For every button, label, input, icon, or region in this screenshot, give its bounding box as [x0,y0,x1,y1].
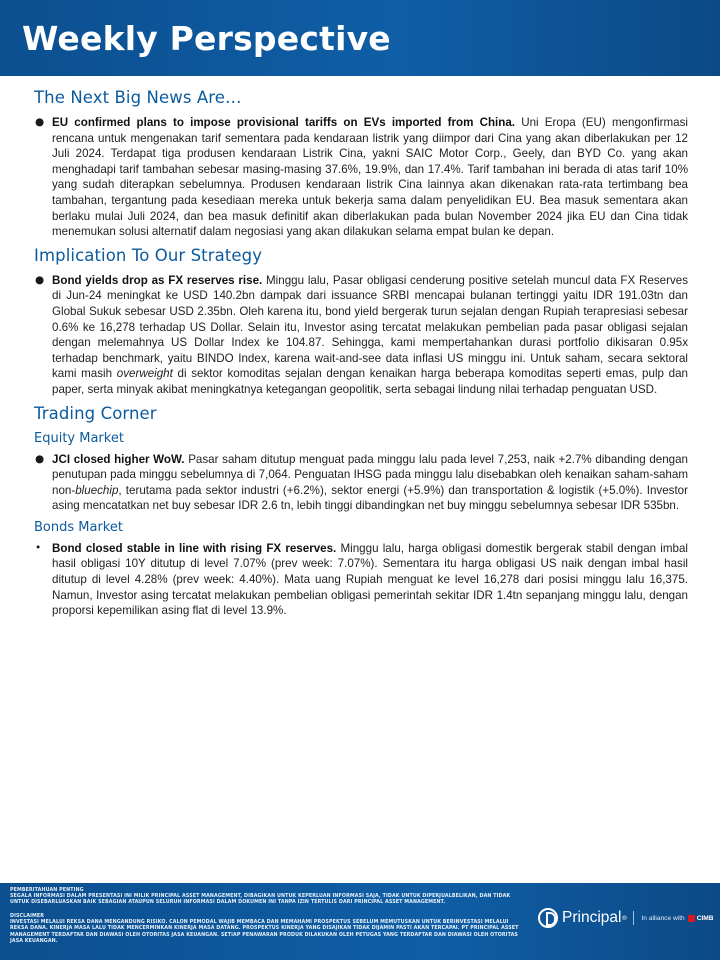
bullet-icon: ● [35,452,45,465]
partner-name: CIMB [696,914,714,922]
bullet-icon: ● [35,273,45,286]
list-item [34,452,688,514]
subsection-heading-bonds: Bonds Market [34,519,123,535]
cimb-logo-icon [688,915,695,922]
paragraph [52,115,688,240]
bullet-lead: Bond yields drop as FX reserves rise. [52,273,263,287]
bullet-icon: • [35,541,42,554]
paragraph [52,273,688,398]
bullet-body: Pasar saham ditutup menguat pada minggu lalu pada level 7,253, naik +2.7% dibanding dengan penutupan pada minggu sebelumnya di 7,064. Penguatan IHSG pada minggu lalu disebabkan oleh kenaikan saham-saham non- [52,452,689,497]
alliance-text: In alliance with [641,914,685,922]
bullet-body: di sektor komoditas sejalan dengan kenaikan harga beberapa komoditas seperti emas, pulp dan paper, serta minyak akibat meningkatnya ketegangan geopolitik, serta sebagai lindung nilai terhadap penguatan USD. [52,367,688,396]
brand-name: Principal [562,909,622,926]
bullet-emphasis: overweight [116,367,173,381]
page-title: Weekly Perspective [22,19,391,58]
document-body [34,88,688,625]
bullet-body: Minggu lalu, Pasar obligasi cenderung positive setelah muncul data FX Reserves di Jun-24 meningkat ke USD 140.2bn dampak dari issuance SRBI mencapai bulanan tertinggi yaitu IDR 191.03tn dan Global Sukuk sebesar USD 2.35bn. Oleh karena itu, bond yield bergerak turun sejalan dengan Rupiah terapresiasi sebesar 0.6% ke 16,278 terhadap US Dollar. Selain itu, Investor asing tercatat melakukan pembelian pada pasar obligasi sejalan dengan melemahnya US Dollar Index ke 104.87. Sehingga, kami mempertahankan durasi portfolio dikisaran 0.95x terhadap benchmark, yaitu BINDO Index, karena wait-and-see data inflasi US minggu ini. Untuk saham, secara sektoral kami masih [52,273,688,381]
header-banner [0,0,720,76]
notice-text: SEGALA INFORMASI DALAM PRESENTASI INI MILIK PRINCIPAL ASSET MANAGEMENT, DIBAGIKAN UNTUK KEPERLUAN INFORMASI SAJA, TIDAK UNTUK DIPERJUALBELIKAN, DAN TIDAK UNTUK DISEBARLUASKAN BAIK SEBAGIAN ATAUPUN SELURUH INFORMASI DALAM DOKUMEN INI TANPA IZIN TERTULIS DARI PRINCIPAL ASSET MANAGEMENT. [10,894,511,906]
section-implication-strategy [34,246,688,398]
disclaimer [10,914,520,945]
bullet-lead: Bond closed stable in line with rising FX reserves. [52,541,337,555]
bullet-icon: ● [35,116,45,128]
bullet-emphasis: bluechip [75,483,119,497]
section-heading: The Next Big News Are… [34,88,242,107]
bullet-body: Minggu lalu, harga obligasi domestik bergerak stabil dengan imbal hasil obligasi 10Y ditutup di level 7.07% (prev week: 7.07%). Sementara itu harga obligasi US naik dengan imbal hasil ditutup di level 4.28% (prev week: 4.40%). Mata uang Rupiah menguat ke level 16,278 dari posisi minggu lalu 16,375. Namun, Investor asing tercatat melakukan pembelian obligasi pemerintah sekitar IDR 1.4tn sepanjang minggu lalu, dengan proporsi kepemilikan asing flat di level 13.9%. [52,541,688,618]
section-trading-corner [34,404,688,619]
bullet-lead: EU confirmed plans to impose provisional tariffs on EVs imported from China. [52,116,516,129]
list-item [34,273,688,398]
subsection-heading-equity: Equity Market [34,430,124,446]
important-notice [10,888,520,907]
disclaimer-title: DISCLAIMER [10,914,45,919]
bullet-body: , terutama pada sektor industri (+6.2%), sektor energi (+5.9%) dan transportation & logistik (+5.0%). Investor asing mencatatkan net buy sebesar IDR 2.6 tn, lebih tinggi dibandingkan net buy minggu sebelumnya sebesar IDR 535bn. [52,483,688,513]
section-heading: Trading Corner [34,403,157,423]
disclaimer-text: INVESTASI MELALUI REKSA DANA MENGANDUNG RISIKO. CALON PEMODAL WAJIB MEMBACA DAN MEMAHAMI PROSPEKTUS SEBELUM MEMUTUSKAN UNTUK BERINVESTASI MELALUI REKSA DANA. KINERJA MASA LALU TIDAK MENCERMINKAN KINERJA MASA DATANG. PROSPEKTUS KINERJA YANG DISAJIKAN TIDAK DIJAMIN PASTI AKAN TERCAPAI. PT PRINCIPAL ASSET MANAGEMENT TERDAFTAR DAN DIAWASI OLEH OTORITAS JASA KEUANGAN. SETIAP PENAWARAN PRODUK DILAKUKAN OLEH PETUGAS YANG TERDAFTAR DAN DIAWASI OLEH OTORITAS JASA KEUANGAN. [10,920,519,944]
registered-mark: ® [621,914,628,922]
bullet-lead: JCI closed higher WoW. [52,452,185,466]
principal-logo-icon [538,908,558,928]
paragraph [52,452,688,514]
section-next-big-news [34,88,688,240]
notice-title: PEMBERITAHUAN PENTING [10,888,84,893]
bullet-body: Uni Eropa (EU) mengonfirmasi rencana untuk mengenakan tarif sementara pada kendaraan listrik yang diimpor dari Cina yang akan diberlakukan per 12 Juli 2024. Terdapat tiga produsen kendaraan Listrik Cina, yakni SAIC Motor Corp., Geely, dan BYD Co. yang akan menghadapi tarif tambahan sebesar masing-masing 37.6%, 19.9%, dan 17.4%. Tarif tambahan ini berada di atas tarif 10% yang sudah diterapkan sebelumnya. Produsen kendaraan listrik Cina lainnya akan dikenakan rata-rata tertimbang bea tambahan, tergantung pada kesediaan mereka untuk bekerja sama dalam penyelidikan EU. Bea masuk sementara akan berlaku mulai Juli 2024, dan bea masuk definitif akan diberlakukan pada bulan November 2024 jika EU dan Cina tidak menemukan solusi alternatif dalam negosiasi yang akan dilakukan selama empat bulan ke depan. [52,116,688,239]
section-heading: Implication To Our Strategy [34,245,263,265]
list-item [34,115,688,240]
paragraph [52,541,688,619]
brand-logo [538,908,714,928]
footer [0,883,720,960]
divider [633,911,634,925]
list-item [34,541,688,619]
